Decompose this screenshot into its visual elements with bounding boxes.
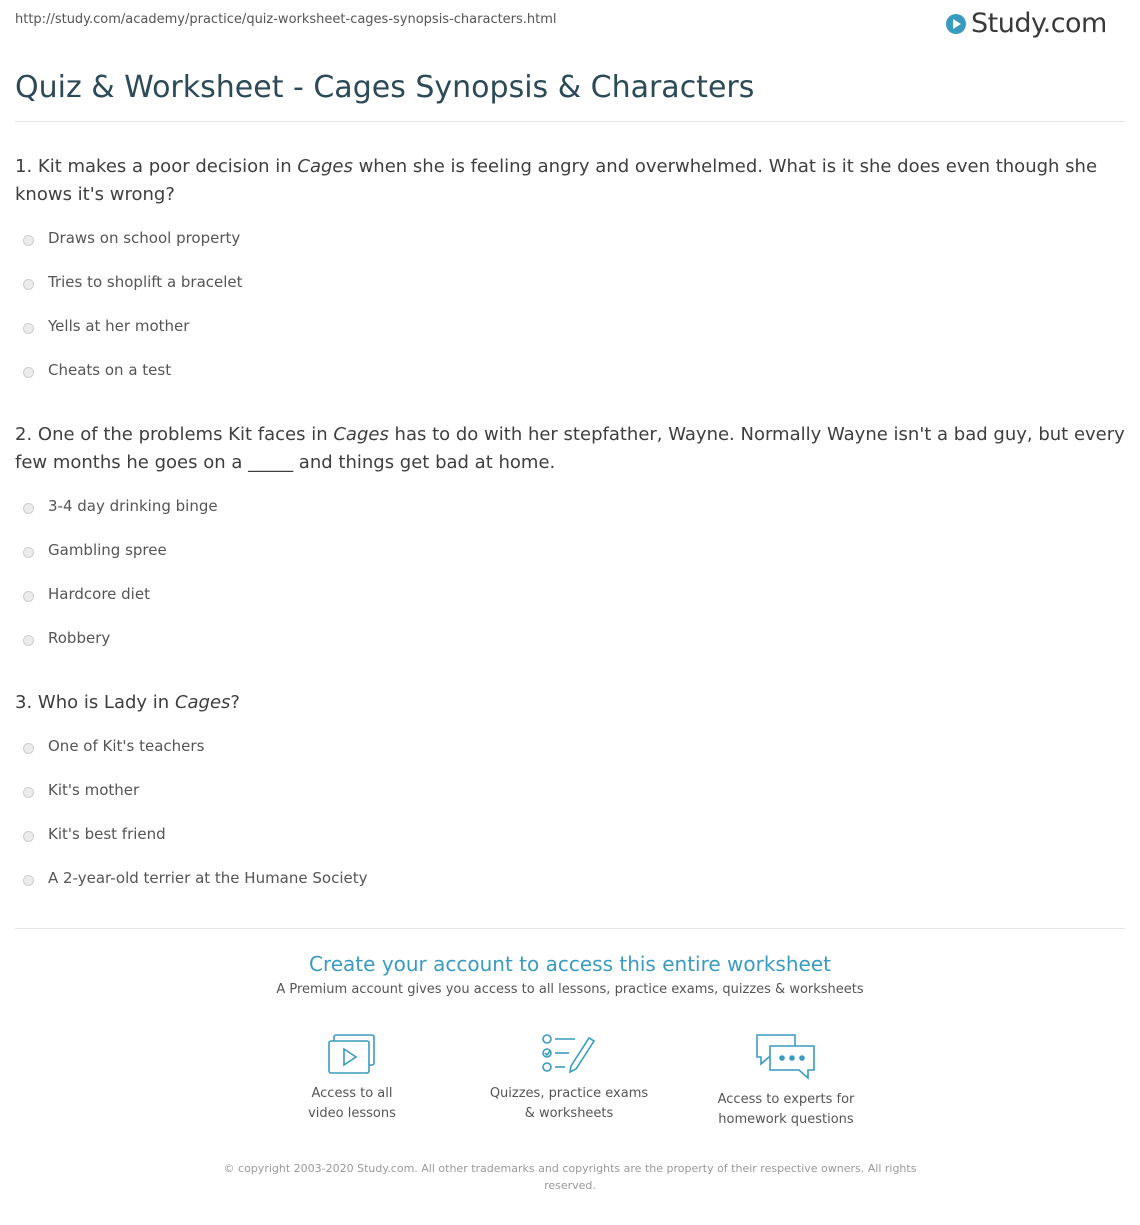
feature-label-line2: & worksheets bbox=[524, 1106, 614, 1121]
feature-experts bbox=[686, 1032, 886, 1130]
radio-button[interactable] bbox=[23, 635, 34, 646]
answer-option[interactable]: Tries to shoplift a bracelet bbox=[23, 273, 243, 317]
radio-button[interactable] bbox=[23, 831, 34, 842]
answer-option[interactable]: Yells at her mother bbox=[23, 317, 243, 361]
question-1: 1. Kit makes a poor decision in Cages when she is feeling angry and overwhelmed. What is it she does even though she knows it's wrong? bbox=[15, 156, 1098, 205]
answer-option[interactable]: Hardcore diet bbox=[23, 585, 218, 629]
cta-heading-link[interactable]: Create your account to access this entire worksheet bbox=[309, 952, 831, 976]
question-2-answers bbox=[23, 497, 218, 673]
feature-quizzes bbox=[469, 1032, 669, 1124]
logo-text: Study.com bbox=[971, 8, 1107, 39]
chat-bubbles-icon bbox=[754, 1032, 818, 1082]
answer-option[interactable]: 3-4 day drinking binge bbox=[23, 497, 218, 541]
play-logo-icon bbox=[945, 13, 967, 35]
feature-label-line1: Access to all bbox=[311, 1086, 393, 1101]
radio-button[interactable] bbox=[23, 787, 34, 798]
feature-video-lessons bbox=[252, 1032, 452, 1124]
radio-button[interactable] bbox=[23, 367, 34, 378]
radio-button[interactable] bbox=[23, 323, 34, 334]
radio-button[interactable] bbox=[23, 547, 34, 558]
copyright-notice: © copyright 2003-2020 Study.com. All other trademarks and copyrights are the property of their respective owners. All rights reserved. bbox=[223, 1162, 917, 1192]
answer-option[interactable]: A 2-year-old terrier at the Humane Society bbox=[23, 869, 367, 913]
radio-button[interactable] bbox=[23, 743, 34, 754]
feature-label-line1: Access to experts for bbox=[717, 1092, 855, 1107]
feature-label-line1: Quizzes, practice exams bbox=[489, 1086, 649, 1101]
title-divider bbox=[15, 121, 1125, 122]
answer-option[interactable]: Draws on school property bbox=[23, 229, 243, 273]
feature-label-line2: homework questions bbox=[718, 1112, 854, 1127]
radio-button[interactable] bbox=[23, 503, 34, 514]
feature-label-line2: video lessons bbox=[308, 1106, 396, 1121]
radio-button[interactable] bbox=[23, 279, 34, 290]
quiz-checklist-icon bbox=[541, 1032, 597, 1076]
question-2: 2. One of the problems Kit faces in Cages has to do with her stepfather, Wayne. Normally Wayne isn't a bad guy, but every few months he goes on a _____ and things get bad at home. bbox=[15, 424, 1125, 473]
answer-option[interactable]: Robbery bbox=[23, 629, 218, 673]
answer-option[interactable]: Kit's best friend bbox=[23, 825, 367, 869]
question-3: 3. Who is Lady in Cages? bbox=[15, 692, 240, 713]
answer-option[interactable]: Gambling spree bbox=[23, 541, 218, 585]
cta-divider bbox=[15, 928, 1125, 929]
question-3-answers bbox=[23, 737, 367, 913]
question-1-answers bbox=[23, 229, 243, 405]
answer-option[interactable]: One of Kit's teachers bbox=[23, 737, 367, 781]
radio-button[interactable] bbox=[23, 235, 34, 246]
answer-option[interactable]: Kit's mother bbox=[23, 781, 367, 825]
cta-subheading: A Premium account gives you access to all lessons, practice exams, quizzes & worksheets bbox=[276, 982, 864, 997]
page-url: http://study.com/academy/practice/quiz-worksheet-cages-synopsis-characters.html bbox=[15, 12, 557, 27]
answer-option[interactable]: Cheats on a test bbox=[23, 361, 243, 405]
video-lessons-icon bbox=[326, 1032, 378, 1076]
radio-button[interactable] bbox=[23, 591, 34, 602]
radio-button[interactable] bbox=[23, 875, 34, 886]
page-title: Quiz & Worksheet - Cages Synopsis & Characters bbox=[15, 70, 755, 105]
study-logo[interactable] bbox=[945, 8, 1107, 39]
